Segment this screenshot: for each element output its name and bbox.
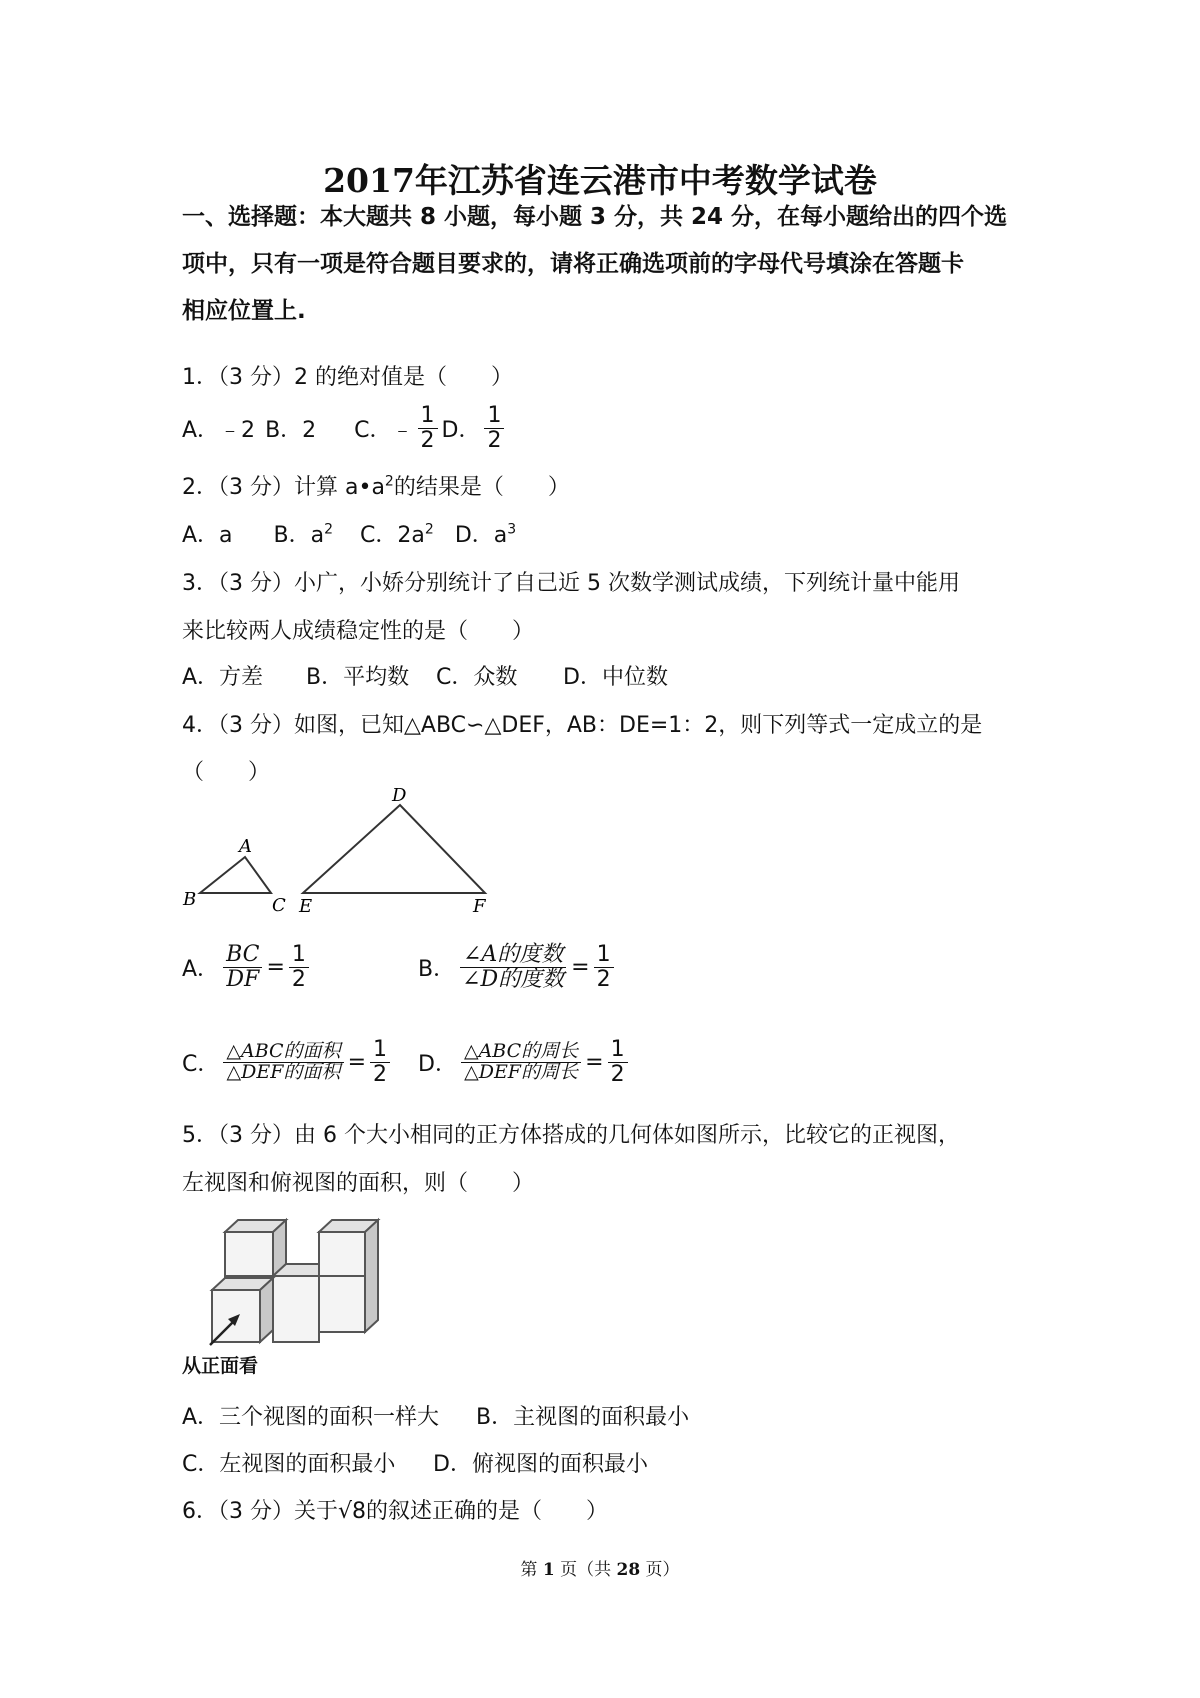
q5-option-c: C．左视图的面积最小 (182, 1452, 396, 1477)
q4-option-c-label: C． (182, 1051, 220, 1077)
q4-stem-line-2: （ ） (182, 760, 271, 785)
fraction-numerator: 1 (484, 404, 504, 428)
q2-option-c-exponent: 2 (424, 521, 434, 538)
q4-option-b-label: B． (418, 956, 456, 982)
q3-option-b: B．平均数 (306, 665, 410, 690)
vertex-label-d: D (392, 785, 407, 806)
q3-option-a: A．方差 (182, 665, 264, 690)
fraction-denominator: 2 (610, 1061, 625, 1087)
equals-sign: = (266, 954, 285, 980)
vertex-label-f: F (473, 896, 486, 915)
fraction-denominator: DF (226, 966, 260, 992)
q2-option-b-text: B．a (273, 523, 325, 548)
triangle-def (303, 805, 485, 893)
q5-cubes-figure (180, 1210, 390, 1350)
q5-option-b: B．主视图的面积最小 (476, 1405, 690, 1430)
q6-stem (182, 1494, 608, 1525)
q2-option-a: A．a (182, 523, 233, 548)
q2-stem-text: 2．（3 分）计算 a•a (182, 475, 385, 500)
q3-stem-line-2: 来比较两人成绩稳定性的是（ ） (182, 619, 535, 644)
fraction-numerator: ∠A的度数 (460, 943, 566, 967)
page-title: 2017年江苏省连云港市中考数学试卷 (323, 161, 877, 200)
fraction-denominator: 2 (487, 427, 502, 453)
q5-stem-line-1: 5．（3 分）由 6 个大小相同的正方体搭成的几何体如图所示，比较它的正视图， (182, 1123, 960, 1148)
q2-stem (182, 470, 570, 501)
q2-option-c (360, 523, 434, 548)
q2-option-b (274, 523, 334, 548)
fraction-numerator: BC (223, 943, 262, 967)
q4-option-d-value (608, 1038, 628, 1085)
fraction-denominator: 2 (373, 1061, 387, 1087)
q4-option-d (418, 1030, 632, 1094)
q1-option-c-label: C．﹣ (354, 417, 414, 443)
q4-option-c-value (370, 1038, 390, 1085)
equals-sign: = (571, 954, 590, 980)
q4-option-c-fraction (223, 1039, 343, 1083)
q1-option-a: A．﹣2 (182, 417, 256, 443)
q5-stem-line-2: 左视图和俯视图的面积，则（ ） (182, 1171, 535, 1196)
q1-option-b: B．2 (265, 417, 317, 443)
q2-options (182, 518, 516, 549)
footer-suffix: 页） (640, 1560, 680, 1580)
q6-stem-text: 6．（3 分）关于 (182, 1499, 338, 1524)
q6-radical: √8 (338, 1499, 367, 1524)
cube-stack (212, 1220, 378, 1342)
q1-stem: 1．（3 分）2 的绝对值是（ ） (182, 365, 513, 390)
q6-stem-suffix: 的叙述正确的是（ ） (366, 1499, 609, 1524)
fraction-numerator: 1 (608, 1038, 628, 1062)
page-footer (0, 1555, 1200, 1580)
q4-option-a-value (289, 943, 309, 990)
q3-option-c: C．众数 (436, 665, 518, 690)
q2-stem-suffix: 的结果是（ ） (393, 475, 570, 500)
fraction-numerator: 1 (289, 943, 309, 967)
q2-stem-exponent: 2 (384, 473, 394, 490)
vertex-label-b: B (183, 889, 197, 910)
q4-option-b-fraction (459, 943, 567, 990)
section-heading-line-3: 相应位置上. (182, 298, 306, 324)
q2-option-d (455, 523, 516, 548)
fraction-numerator: 1 (370, 1038, 390, 1062)
fraction-numerator: 1 (594, 943, 614, 967)
q4-option-a-label: A． (182, 956, 220, 982)
fraction-numerator: △ABC的面积 (223, 1042, 343, 1063)
q4-option-d-label: D． (418, 1051, 457, 1077)
q1-options (182, 398, 508, 458)
q4-option-c (182, 1030, 394, 1094)
q4-stem-line-1: 4．（3 分）如图，已知△ABC∽△DEF，AB：DE=1：2，则下列等式一定成立的是 (182, 713, 983, 738)
vertex-label-a: A (239, 836, 252, 857)
fraction-numerator: △ABC的周长 (461, 1042, 581, 1063)
q1-option-d-label: D． (441, 417, 481, 443)
footer-middle: 页（共 (554, 1560, 617, 1580)
vertex-label-e: E (299, 896, 313, 915)
q4-option-d-fraction (461, 1039, 581, 1083)
q3-stem-line-1: 3．（3 分）小广，小娇分别统计了自己近 5 次数学测试成绩，下列统计量中能用 (182, 571, 960, 596)
fraction-denominator: △DEF的面积 (226, 1060, 341, 1083)
fraction-denominator: 2 (596, 966, 611, 992)
equals-sign: = (347, 1049, 366, 1075)
q5-option-d: D．俯视图的面积最小 (433, 1452, 648, 1477)
q4-option-a (182, 935, 313, 999)
q4-triangles-figure (175, 785, 515, 915)
triangle-abc (200, 857, 271, 893)
q4-option-b-value (594, 943, 614, 990)
fraction-numerator: 1 (418, 404, 438, 428)
fraction-denominator: 2 (420, 427, 435, 453)
vertex-label-c: C (272, 895, 286, 915)
q2-option-b-exponent: 2 (324, 521, 334, 538)
fraction-denominator: 2 (291, 966, 306, 992)
q5-option-a: A．三个视图的面积一样大 (182, 1405, 440, 1430)
fraction-denominator: △DEF的周长 (464, 1060, 578, 1083)
q4-option-b (418, 935, 618, 999)
q2-option-d-exponent: 3 (507, 521, 517, 538)
section-heading-line-1: 一、选择题：本大题共 8 小题，每小题 3 分，共 24 分，在每小题给出的四个选 (182, 204, 1008, 230)
q1-option-d-fraction (484, 404, 504, 451)
q3-option-d: D．中位数 (563, 665, 668, 690)
q2-option-c-text: C．2a (360, 523, 425, 548)
equals-sign: = (585, 1049, 604, 1075)
q1-option-c-fraction (418, 404, 438, 451)
section-heading-line-2: 项中，只有一项是符合题目要求的，请将正确选项前的字母代号填涂在答题卡 (182, 251, 964, 277)
total-page-count: 28 (616, 1560, 641, 1580)
footer-prefix: 第 (520, 1560, 543, 1580)
fraction-denominator: ∠D的度数 (462, 966, 565, 992)
current-page-number: 1 (542, 1560, 555, 1580)
q4-option-a-fraction (223, 943, 262, 990)
q5-figure-caption: 从正面看 (182, 1355, 259, 1377)
q2-option-d-text: D．a (454, 523, 508, 548)
